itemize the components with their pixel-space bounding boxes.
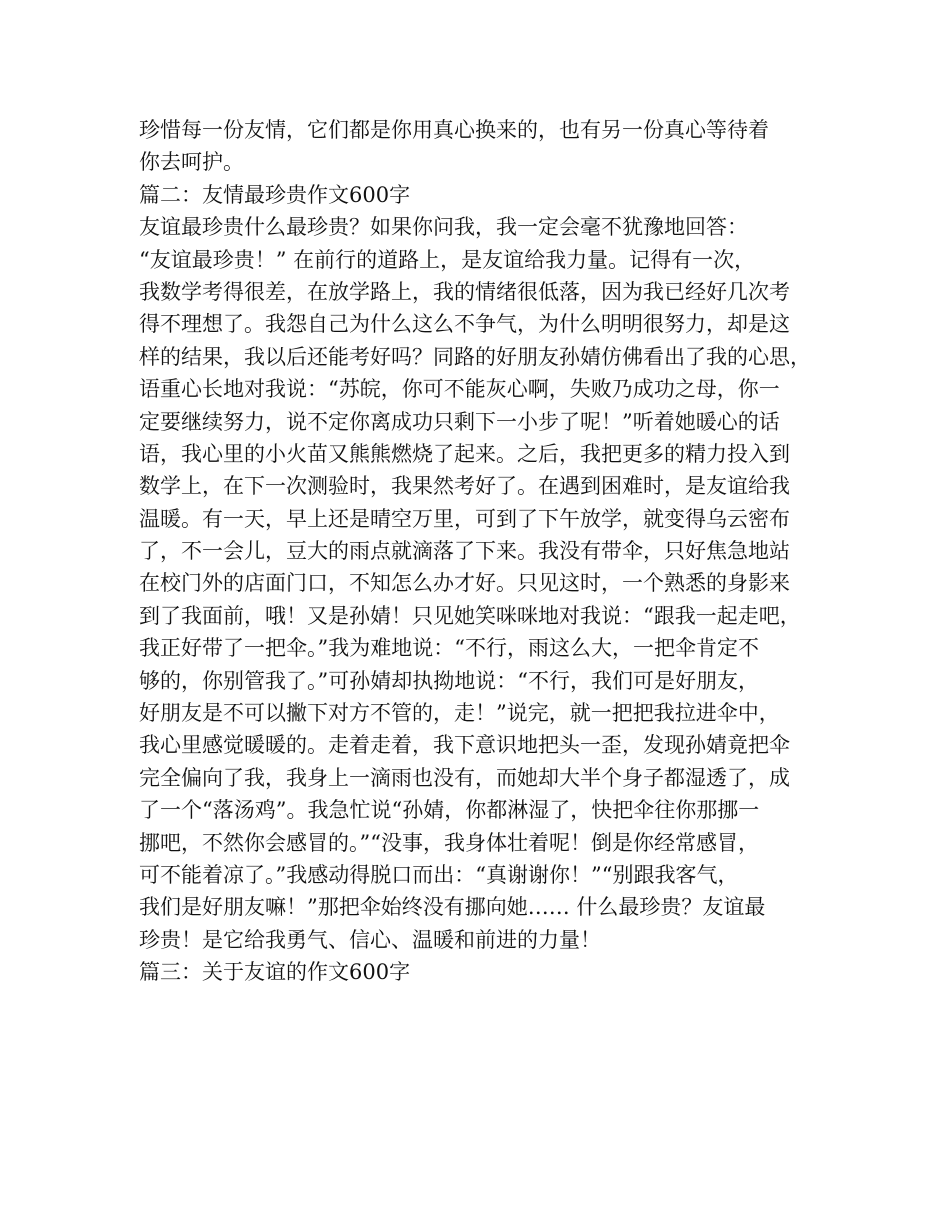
text-line: 我数学考得很差，在放学路上，我的情绪很低落，因为我已经好几次考 bbox=[139, 279, 790, 304]
text-line: 挪吧，不然你会感冒的。”“没事，我身体壮着呢！倒是你经常感冒， bbox=[139, 830, 759, 855]
text-line: 温暖。有一天，早上还是晴空万里，可到了下午放学，就变得乌云密布 bbox=[139, 506, 790, 531]
text-line: 语，我心里的小火苗又熊熊燃烧了起来。之后，我把更多的精力投入到 bbox=[139, 441, 790, 466]
section-heading: 篇三：关于友谊的作文600字 bbox=[139, 960, 411, 985]
text-line: 好朋友是不可以撇下对方不管的，走！”说完，就一把把我拉进伞中， bbox=[139, 701, 780, 726]
document-body bbox=[139, 114, 819, 989]
text-line: 了一个“落汤鸡”。我急忙说“孙婧，你都淋湿了，快把伞往你那挪一 bbox=[139, 798, 760, 823]
text-line: “友谊最珍贵！” 在前行的道路上，是友谊给我力量。记得有一次， bbox=[139, 247, 756, 272]
text-line: 我心里感觉暖暖的。走着走着，我下意识地把头一歪，发现孙婧竟把伞 bbox=[139, 733, 790, 758]
text-line: 我们是好朋友嘛！”那把伞始终没有挪向她…… 什么最珍贵？友谊最 bbox=[139, 895, 766, 920]
text-line: 得不理想了。我怨自己为什么这么不争气，为什么明明很努力，却是这 bbox=[139, 312, 790, 337]
text-line: 珍惜每一份友情，它们都是你用真心换来的，也有另一份真心等待着 bbox=[139, 118, 769, 142]
text-line: 完全偏向了我，我身上一滴雨也没有，而她却大半个身子都湿透了，成 bbox=[139, 765, 790, 790]
text-line: 到了我面前，哦！又是孙婧！只见她笑咪咪地对我说：“跟我一起走吧， bbox=[139, 603, 801, 628]
text-line: 在校门外的店面门口，不知怎么办才好。只见这时，一个熟悉的身影来 bbox=[139, 571, 790, 596]
text-line: 够的，你别管我了。”可孙婧却执拗地说：“不行，我们可是好朋友， bbox=[139, 668, 759, 693]
text-line: 我正好带了一把伞。”我为难地说：“不行，雨这么大，一把伞肯定不 bbox=[139, 636, 759, 661]
text-line: 定要继续努力，说不定你离成功只剩下一小步了呢！”听着她暖心的话 bbox=[139, 409, 780, 434]
text-line: 了，不一会儿，豆大的雨点就滴落了下来。我没有带伞，只好焦急地站 bbox=[139, 539, 790, 564]
text-line: 友谊最珍贵什么最珍贵？如果你问我，我一定会毫不犹豫地回答： bbox=[139, 215, 748, 240]
text-line: 数学上，在下一次测验时，我果然考好了。在遇到困难时，是友谊给我 bbox=[139, 474, 790, 499]
section-heading: 篇二：友情最珍贵作文600字 bbox=[139, 182, 411, 207]
text-line: 可不能着凉了。”我感动得脱口而出：“真谢谢你！”“别跟我客气， bbox=[139, 862, 739, 887]
text-line: 珍贵！是它给我勇气、信心、温暖和前进的力量！ bbox=[139, 927, 601, 952]
text-line: 语重心长地对我说：“苏皖，你可不能灰心啊，失败乃成功之母，你一 bbox=[139, 377, 780, 402]
text-line: 样的结果，我以后还能考好吗？同路的好朋友孙婧仿佛看出了我的心思， bbox=[139, 344, 811, 369]
text-line: 你去呵护。 bbox=[139, 150, 244, 175]
